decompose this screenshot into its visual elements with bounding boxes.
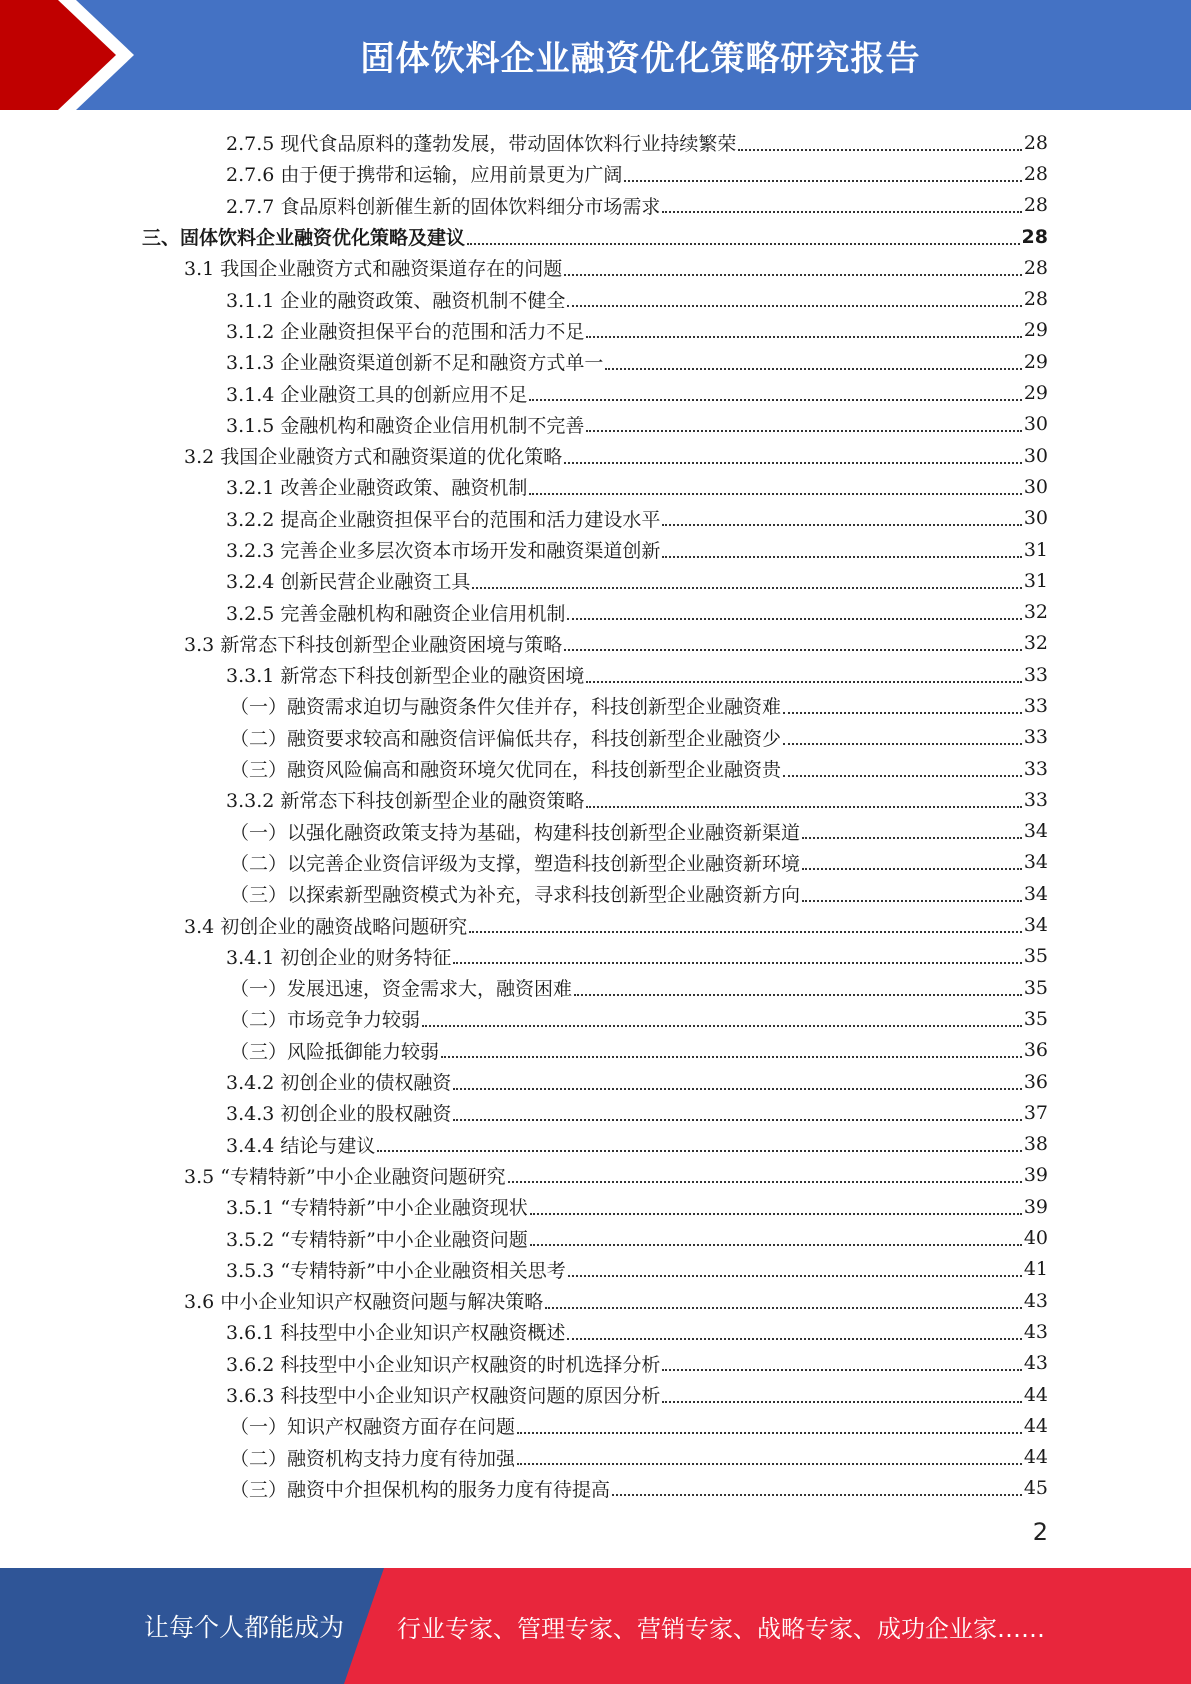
- toc-entry-title: 3.2 我国企业融资方式和融资渠道的优化策略: [184, 446, 563, 469]
- toc-entry-page: 44: [1023, 1414, 1048, 1437]
- toc-entry-title: 3.6 中小企业知识产权融资问题与解决策略: [184, 1291, 544, 1314]
- toc-entry[interactable]: [0, 722, 1191, 753]
- toc-dot-leader: [612, 1494, 1022, 1496]
- toc-entry[interactable]: [0, 1129, 1191, 1160]
- toc-entry[interactable]: [0, 440, 1191, 471]
- toc-entry-page: 40: [1023, 1227, 1048, 1250]
- toc-entry-page: 30: [1023, 475, 1048, 498]
- toc-entry[interactable]: [0, 1410, 1191, 1441]
- toc-entry[interactable]: [0, 1003, 1191, 1034]
- toc-dot-leader: [783, 775, 1022, 777]
- toc-dot-leader: [530, 1244, 1022, 1246]
- toc-dot-leader: [453, 1088, 1021, 1090]
- page-number: 2: [1032, 1518, 1048, 1546]
- toc-entry[interactable]: [0, 596, 1191, 627]
- toc-dot-leader: [662, 1369, 1021, 1371]
- toc-dot-leader: [545, 1307, 1022, 1309]
- toc-dot-leader: [783, 712, 1022, 714]
- toc-dot-leader: [802, 868, 1022, 870]
- toc-entry[interactable]: [0, 878, 1191, 909]
- toc-dot-leader: [517, 1432, 1022, 1434]
- toc-entry-title: 2.7.6 由于便于携带和运输，应用前景更为广阔: [226, 164, 623, 187]
- toc-entry-title: （三）融资风险偏高和融资环境欠优同在，科技创新型企业融资贵: [230, 759, 782, 782]
- toc-dot-leader: [605, 368, 1021, 370]
- toc-dot-leader: [564, 274, 1022, 276]
- toc-entry-page: 30: [1023, 413, 1048, 436]
- toc-entry-title: （二）融资机构支持力度有待加强: [230, 1447, 516, 1470]
- toc-entry[interactable]: [0, 252, 1191, 283]
- toc-dot-leader: [586, 806, 1021, 808]
- toc-entry-title: 3.5.1 “专精特新”中小企业融资现状: [226, 1197, 528, 1220]
- toc-dot-leader: [567, 1338, 1021, 1340]
- toc-entry[interactable]: [0, 753, 1191, 784]
- toc-entry[interactable]: [0, 941, 1191, 972]
- toc-entry[interactable]: [0, 127, 1191, 158]
- toc-entry-page: 34: [1023, 820, 1048, 843]
- toc-entry-title: （一）知识产权融资方面存在问题: [230, 1416, 516, 1439]
- toc-entry[interactable]: [0, 690, 1191, 721]
- toc-dot-leader: [517, 1463, 1022, 1465]
- toc-entry-page: 34: [1023, 914, 1048, 937]
- toc-entry-title: （一）融资需求迫切与融资条件欠佳并存，科技创新型企业融资难: [230, 696, 782, 719]
- toc-entry-title: 3.3.2 新常态下科技创新型企业的融资策略: [226, 790, 585, 813]
- toc-entry-page: 28: [1023, 194, 1048, 217]
- toc-entry[interactable]: [0, 534, 1191, 565]
- toc-entry-page: 30: [1023, 507, 1048, 530]
- toc-entry-page: 28: [1021, 225, 1048, 248]
- toc-entry-title: 3.3.1 新常态下科技创新型企业的融资困境: [226, 665, 585, 688]
- toc-entry-title: 3.1.2 企业融资担保平台的范围和活力不足: [226, 320, 585, 343]
- toc-entry-page: 35: [1023, 976, 1048, 999]
- page-header: [0, 0, 1191, 110]
- toc-dot-leader: [564, 462, 1022, 464]
- toc-entry-page: 28: [1023, 256, 1048, 279]
- toc-dot-leader: [441, 1056, 1022, 1058]
- toc-entry-title: 3.5 “专精特新”中小企业融资问题研究: [184, 1165, 506, 1188]
- toc-entry-page: 36: [1023, 1070, 1048, 1093]
- toc-entry-title: （二）市场竞争力较弱: [230, 1009, 421, 1032]
- toc-entry-page: 44: [1023, 1446, 1048, 1469]
- toc-entry-title: 3.6.2 科技型中小企业知识产权融资的时机选择分析: [226, 1353, 661, 1376]
- toc-entry-title: 3.1.5 金融机构和融资企业信用机制不完善: [226, 414, 585, 437]
- toc-entry-page: 33: [1023, 757, 1048, 780]
- toc-entry[interactable]: [0, 1316, 1191, 1347]
- toc-entry[interactable]: [0, 1254, 1191, 1285]
- toc-entry-title: 3.5.3 “专精特新”中小企业融资相关思考: [226, 1259, 566, 1282]
- toc-entry[interactable]: [0, 346, 1191, 377]
- toc-dot-leader: [377, 1150, 1021, 1152]
- toc-entry-page: 29: [1023, 382, 1048, 405]
- toc-entry-title: 3.5.2 “专精特新”中小企业融资问题: [226, 1228, 528, 1251]
- toc-entry-page: 43: [1023, 1320, 1048, 1343]
- toc-entry[interactable]: [0, 972, 1191, 1003]
- toc-entry-title: 三、固体饮料企业融资优化策略及建议: [142, 227, 466, 250]
- toc-dot-leader: [662, 524, 1021, 526]
- toc-entry[interactable]: [0, 628, 1191, 659]
- toc-entry[interactable]: [0, 158, 1191, 189]
- toc-dot-leader: [453, 1119, 1021, 1121]
- toc-entry-page: 33: [1023, 726, 1048, 749]
- toc-entry-page: 39: [1023, 1195, 1048, 1218]
- toc-entry[interactable]: [0, 565, 1191, 596]
- footer-slogan-left: 让每个人都能成为: [144, 1613, 345, 1642]
- toc-entry[interactable]: [0, 847, 1191, 878]
- toc-dot-leader: [469, 931, 1022, 933]
- table-of-contents: [0, 127, 1191, 1504]
- toc-entry-page: 30: [1023, 444, 1048, 467]
- toc-entry-title: 2.7.7 食品原料创新催生新的固体饮料细分市场需求: [226, 195, 661, 218]
- toc-entry[interactable]: [0, 409, 1191, 440]
- toc-entry-page: 35: [1023, 1007, 1048, 1030]
- toc-dot-leader: [802, 900, 1022, 902]
- toc-entry[interactable]: [0, 315, 1191, 346]
- toc-entry-title: 3.1.4 企业融资工具的创新应用不足: [226, 383, 528, 406]
- toc-entry-page: 35: [1023, 945, 1048, 968]
- toc-entry-title: 3.6.3 科技型中小企业知识产权融资问题的原因分析: [226, 1385, 661, 1408]
- toc-entry-title: （二）融资要求较高和融资信评偏低共存，科技创新型企业融资少: [230, 727, 782, 750]
- toc-entry[interactable]: [0, 283, 1191, 314]
- toc-entry-title: 3.2.2 提高企业融资担保平台的范围和活力建设水平: [226, 508, 661, 531]
- toc-entry-page: 43: [1023, 1289, 1048, 1312]
- toc-entry-title: 3.4.2 初创企业的债权融资: [226, 1072, 452, 1095]
- toc-entry-title: 3.1 我国企业融资方式和融资渠道存在的问题: [184, 258, 563, 281]
- toc-entry-title: 3.4.1 初创企业的财务特征: [226, 946, 452, 969]
- toc-entry-page: 43: [1023, 1352, 1048, 1375]
- toc-dot-leader: [529, 399, 1021, 401]
- toc-entry[interactable]: [0, 1473, 1191, 1504]
- toc-entry-title: （三）融资中介担保机构的服务力度有待提高: [230, 1478, 611, 1501]
- toc-entry-page: 29: [1023, 319, 1048, 342]
- toc-entry[interactable]: [0, 471, 1191, 502]
- toc-dot-leader: [586, 430, 1021, 432]
- toc-entry-title: 3.6.1 科技型中小企业知识产权融资概述: [226, 1322, 566, 1345]
- toc-entry[interactable]: [0, 1035, 1191, 1066]
- toc-entry-page: 41: [1023, 1258, 1048, 1281]
- toc-entry-title: 3.1.3 企业融资渠道创新不足和融资方式单一: [226, 352, 604, 375]
- toc-dot-leader: [662, 556, 1021, 558]
- toc-dot-leader: [574, 994, 1022, 996]
- toc-entry-title: 3.1.1 企业的融资政策、融资机制不健全: [226, 289, 566, 312]
- toc-entry[interactable]: [0, 1348, 1191, 1379]
- toc-entry[interactable]: [0, 659, 1191, 690]
- toc-entry-title: 3.4.4 结论与建议: [226, 1134, 376, 1157]
- toc-dot-leader: [586, 681, 1021, 683]
- toc-entry-page: 28: [1023, 162, 1048, 185]
- toc-entry-title: 3.4.3 初创企业的股权融资: [226, 1103, 452, 1126]
- toc-entry-page: 33: [1023, 663, 1048, 686]
- toc-entry-page: 39: [1023, 1164, 1048, 1187]
- toc-dot-leader: [783, 743, 1022, 745]
- toc-entry[interactable]: [0, 784, 1191, 815]
- toc-entry-page: 29: [1023, 350, 1048, 373]
- toc-dot-leader: [467, 243, 1020, 245]
- toc-entry-title: （一）发展迅速，资金需求大，融资困难: [230, 978, 573, 1001]
- toc-entry[interactable]: [0, 816, 1191, 847]
- toc-entry[interactable]: [0, 377, 1191, 408]
- toc-entry-page: 31: [1023, 569, 1048, 592]
- toc-entry[interactable]: [0, 190, 1191, 221]
- toc-dot-leader: [662, 211, 1021, 213]
- page-footer: [0, 1568, 1191, 1684]
- toc-entry[interactable]: [0, 1066, 1191, 1097]
- toc-entry-title: 3.2.4 创新民营企业融资工具: [226, 571, 471, 594]
- toc-entry-title: （一）以强化融资政策支持为基础，构建科技创新型企业融资新渠道: [230, 821, 801, 844]
- toc-entry-page: 32: [1023, 601, 1048, 624]
- toc-entry-page: 32: [1023, 632, 1048, 655]
- toc-entry-title: 3.4 初创企业的融资战略问题研究: [184, 915, 468, 938]
- toc-entry[interactable]: [0, 1191, 1191, 1222]
- toc-entry[interactable]: [0, 1379, 1191, 1410]
- toc-dot-leader: [422, 1025, 1022, 1027]
- toc-entry[interactable]: [0, 1441, 1191, 1472]
- toc-dot-leader: [624, 180, 1021, 182]
- toc-entry[interactable]: [0, 503, 1191, 534]
- toc-entry-page: 37: [1023, 1101, 1048, 1124]
- toc-dot-leader: [564, 649, 1022, 651]
- toc-dot-leader: [568, 1275, 1022, 1277]
- toc-entry-page: 36: [1023, 1039, 1048, 1062]
- toc-entry-page: 33: [1023, 788, 1048, 811]
- footer-slogan-right: 行业专家、管理专家、营销专家、战略专家、成功企业家……: [397, 1614, 1045, 1643]
- toc-entry-title: （三）以探索新型融资模式为补充，寻求科技创新型企业融资新方向: [230, 884, 801, 907]
- toc-entry[interactable]: [0, 1160, 1191, 1191]
- toc-entry-page: 28: [1023, 288, 1048, 311]
- toc-entry-page: 44: [1023, 1383, 1048, 1406]
- toc-dot-leader: [738, 149, 1021, 151]
- toc-entry[interactable]: [0, 909, 1191, 940]
- toc-dot-leader: [508, 1181, 1022, 1183]
- toc-dot-leader: [453, 962, 1021, 964]
- toc-entry[interactable]: [0, 221, 1191, 252]
- toc-entry-page: 28: [1023, 131, 1048, 154]
- toc-entry-page: 38: [1023, 1133, 1048, 1156]
- toc-dot-leader: [529, 493, 1021, 495]
- toc-dot-leader: [567, 618, 1021, 620]
- toc-entry-title: （二）以完善企业资信评级为支撑，塑造科技创新型企业融资新环境: [230, 852, 801, 875]
- toc-entry-title: 3.2.3 完善企业多层次资本市场开发和融资渠道创新: [226, 540, 661, 562]
- toc-dot-leader: [530, 1213, 1022, 1215]
- toc-entry-title: （三）风险抵御能力较弱: [230, 1040, 440, 1063]
- toc-dot-leader: [662, 1401, 1021, 1403]
- toc-entry-page: 31: [1023, 538, 1048, 561]
- toc-dot-leader: [802, 837, 1022, 839]
- toc-entry-page: 34: [1023, 882, 1048, 905]
- toc-dot-leader: [586, 336, 1021, 338]
- toc-entry[interactable]: [0, 1097, 1191, 1128]
- toc-dot-leader: [472, 587, 1021, 589]
- toc-entry-title: 3.2.1 改善企业融资政策、融资机制: [226, 477, 528, 500]
- toc-entry-page: 34: [1023, 851, 1048, 874]
- toc-entry[interactable]: [0, 1285, 1191, 1316]
- toc-entry-title: 2.7.5 现代食品原料的蓬勃发展，带动固体饮料行业持续繁荣: [226, 133, 737, 156]
- toc-entry-page: 33: [1023, 694, 1048, 717]
- toc-dot-leader: [567, 305, 1021, 307]
- toc-entry[interactable]: [0, 1222, 1191, 1253]
- toc-entry-title: 3.3 新常态下科技创新型企业融资困境与策略: [184, 633, 563, 656]
- header-title: 固体饮料企业融资优化策略研究报告: [360, 38, 921, 79]
- toc-entry-title: 3.2.5 完善金融机构和融资企业信用机制: [226, 602, 566, 625]
- toc-entry-page: 45: [1023, 1477, 1048, 1500]
